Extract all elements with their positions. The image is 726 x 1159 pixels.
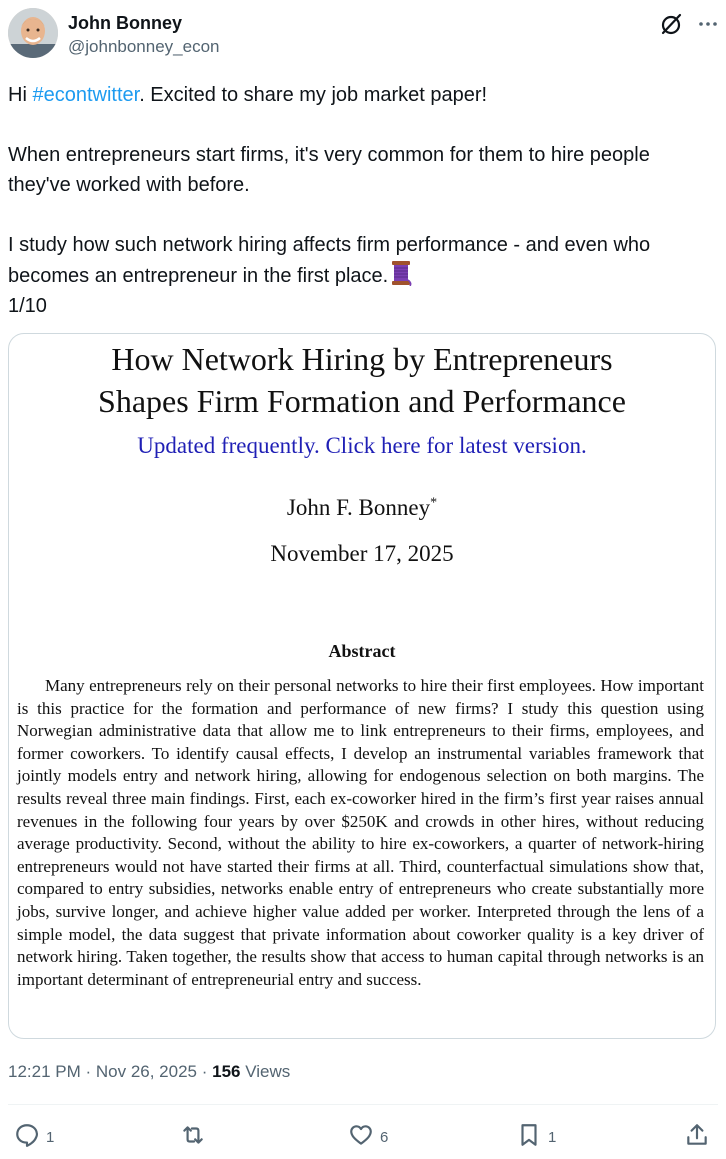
like-count: 6 bbox=[380, 1128, 389, 1146]
views-label: Views bbox=[240, 1062, 291, 1081]
paper-title-line-1: How Network Hiring by Entrepreneurs bbox=[111, 341, 613, 377]
author-block bbox=[68, 12, 220, 58]
separator: · bbox=[80, 1062, 96, 1081]
like-button[interactable] bbox=[348, 1118, 388, 1152]
separator: · bbox=[197, 1062, 213, 1081]
action-bar bbox=[0, 1118, 726, 1154]
tweet-header bbox=[8, 8, 718, 64]
paper-version-link[interactable]: Updated frequently. Click here for latest version. bbox=[137, 433, 587, 458]
tweet-time[interactable]: 12:21 PM bbox=[8, 1062, 81, 1081]
paper-date: November 17, 2025 bbox=[270, 541, 454, 566]
paper-author-name: John F. Bonney bbox=[286, 495, 431, 520]
thread-spool-icon bbox=[390, 260, 412, 286]
divider bbox=[8, 1104, 718, 1105]
text-suffix: . Excited to share my job market paper! bbox=[139, 84, 488, 106]
tweet-date[interactable]: Nov 26, 2025 bbox=[95, 1062, 198, 1081]
views-count: 156 bbox=[212, 1062, 241, 1081]
tweet-line-1 bbox=[8, 80, 713, 110]
tweet-line-2: When entrepreneurs start firms, it's very common for them to hire people bbox=[8, 144, 650, 166]
tweet-line-5 bbox=[8, 260, 713, 291]
reply-icon bbox=[14, 1122, 40, 1148]
tweet-line-4: I study how such network hiring affects firm performance - and even who bbox=[8, 234, 651, 256]
tweet-line-3: they've worked with before. bbox=[8, 174, 250, 196]
repost-button[interactable] bbox=[180, 1118, 212, 1152]
paper-image-card[interactable] bbox=[8, 333, 716, 1039]
reply-count: 1 bbox=[46, 1128, 55, 1146]
text-prefix: Hi bbox=[8, 84, 33, 106]
hashtag-link[interactable]: #econtwitter bbox=[32, 84, 140, 106]
paper-title-line-2: Shapes Firm Formation and Performance bbox=[98, 383, 626, 419]
repost-icon bbox=[180, 1122, 206, 1148]
avatar-photo-icon bbox=[8, 8, 58, 58]
user-handle[interactable]: @johnbonney_econ bbox=[68, 37, 220, 56]
bookmark-count: 1 bbox=[548, 1128, 557, 1146]
share-icon bbox=[684, 1122, 710, 1148]
tweet-text bbox=[8, 80, 713, 321]
heart-icon bbox=[348, 1122, 374, 1148]
avatar[interactable] bbox=[8, 8, 58, 58]
paper-title bbox=[9, 338, 715, 422]
more-icon[interactable] bbox=[696, 12, 720, 36]
share-button[interactable] bbox=[684, 1118, 710, 1152]
thread-counter: 1/10 bbox=[8, 295, 47, 317]
abstract-text: Many entrepreneurs rely on their personal networks to hire their first employees. How important is this practice for the formation and performance of new firms? I study this question using Norwegian administrative data that allow me to link entrepreneurs to their firms, employees, and former coworkers. To identify causal effects, I develop an instrumental variables framework that jointly models entry and network hiring, allowing for endogenous selection on both margins. The results reveal three main findings. First, each ex-coworker hired in the firm’s first year raises annual revenues in the following four years by over $250K and crowds in other hires, without reducing average productivity. Second, without the ability to hire ex-coworkers, a quarter of network-hiring entrepreneurs would not have started their firms at all. Third, counterfactual simulations show that, compared to entry subsidies, networks enable entry of entrepreneurs who create substantially more jobs, survive longer, and achieve higher value added per worker. Interpreted through the lens of a simple model, the data suggest that private information about coworker quality is a key driver of network hiring. Taken together, the results show that access to human capital through networks is an important determinant of entrepreneurial entry and success. bbox=[17, 676, 704, 989]
paper-author bbox=[9, 495, 715, 521]
tweet-timestamp bbox=[8, 1062, 290, 1082]
text-line: becomes an entrepreneur in the first place. bbox=[8, 265, 389, 287]
abstract-heading: Abstract bbox=[328, 641, 396, 661]
bookmark-button[interactable] bbox=[516, 1118, 556, 1152]
reply-button[interactable] bbox=[14, 1118, 54, 1152]
paper-author-footnote-mark: * bbox=[430, 495, 438, 511]
bookmark-icon bbox=[516, 1122, 542, 1148]
display-name[interactable]: John Bonney bbox=[68, 13, 183, 33]
grok-icon[interactable] bbox=[659, 12, 683, 36]
